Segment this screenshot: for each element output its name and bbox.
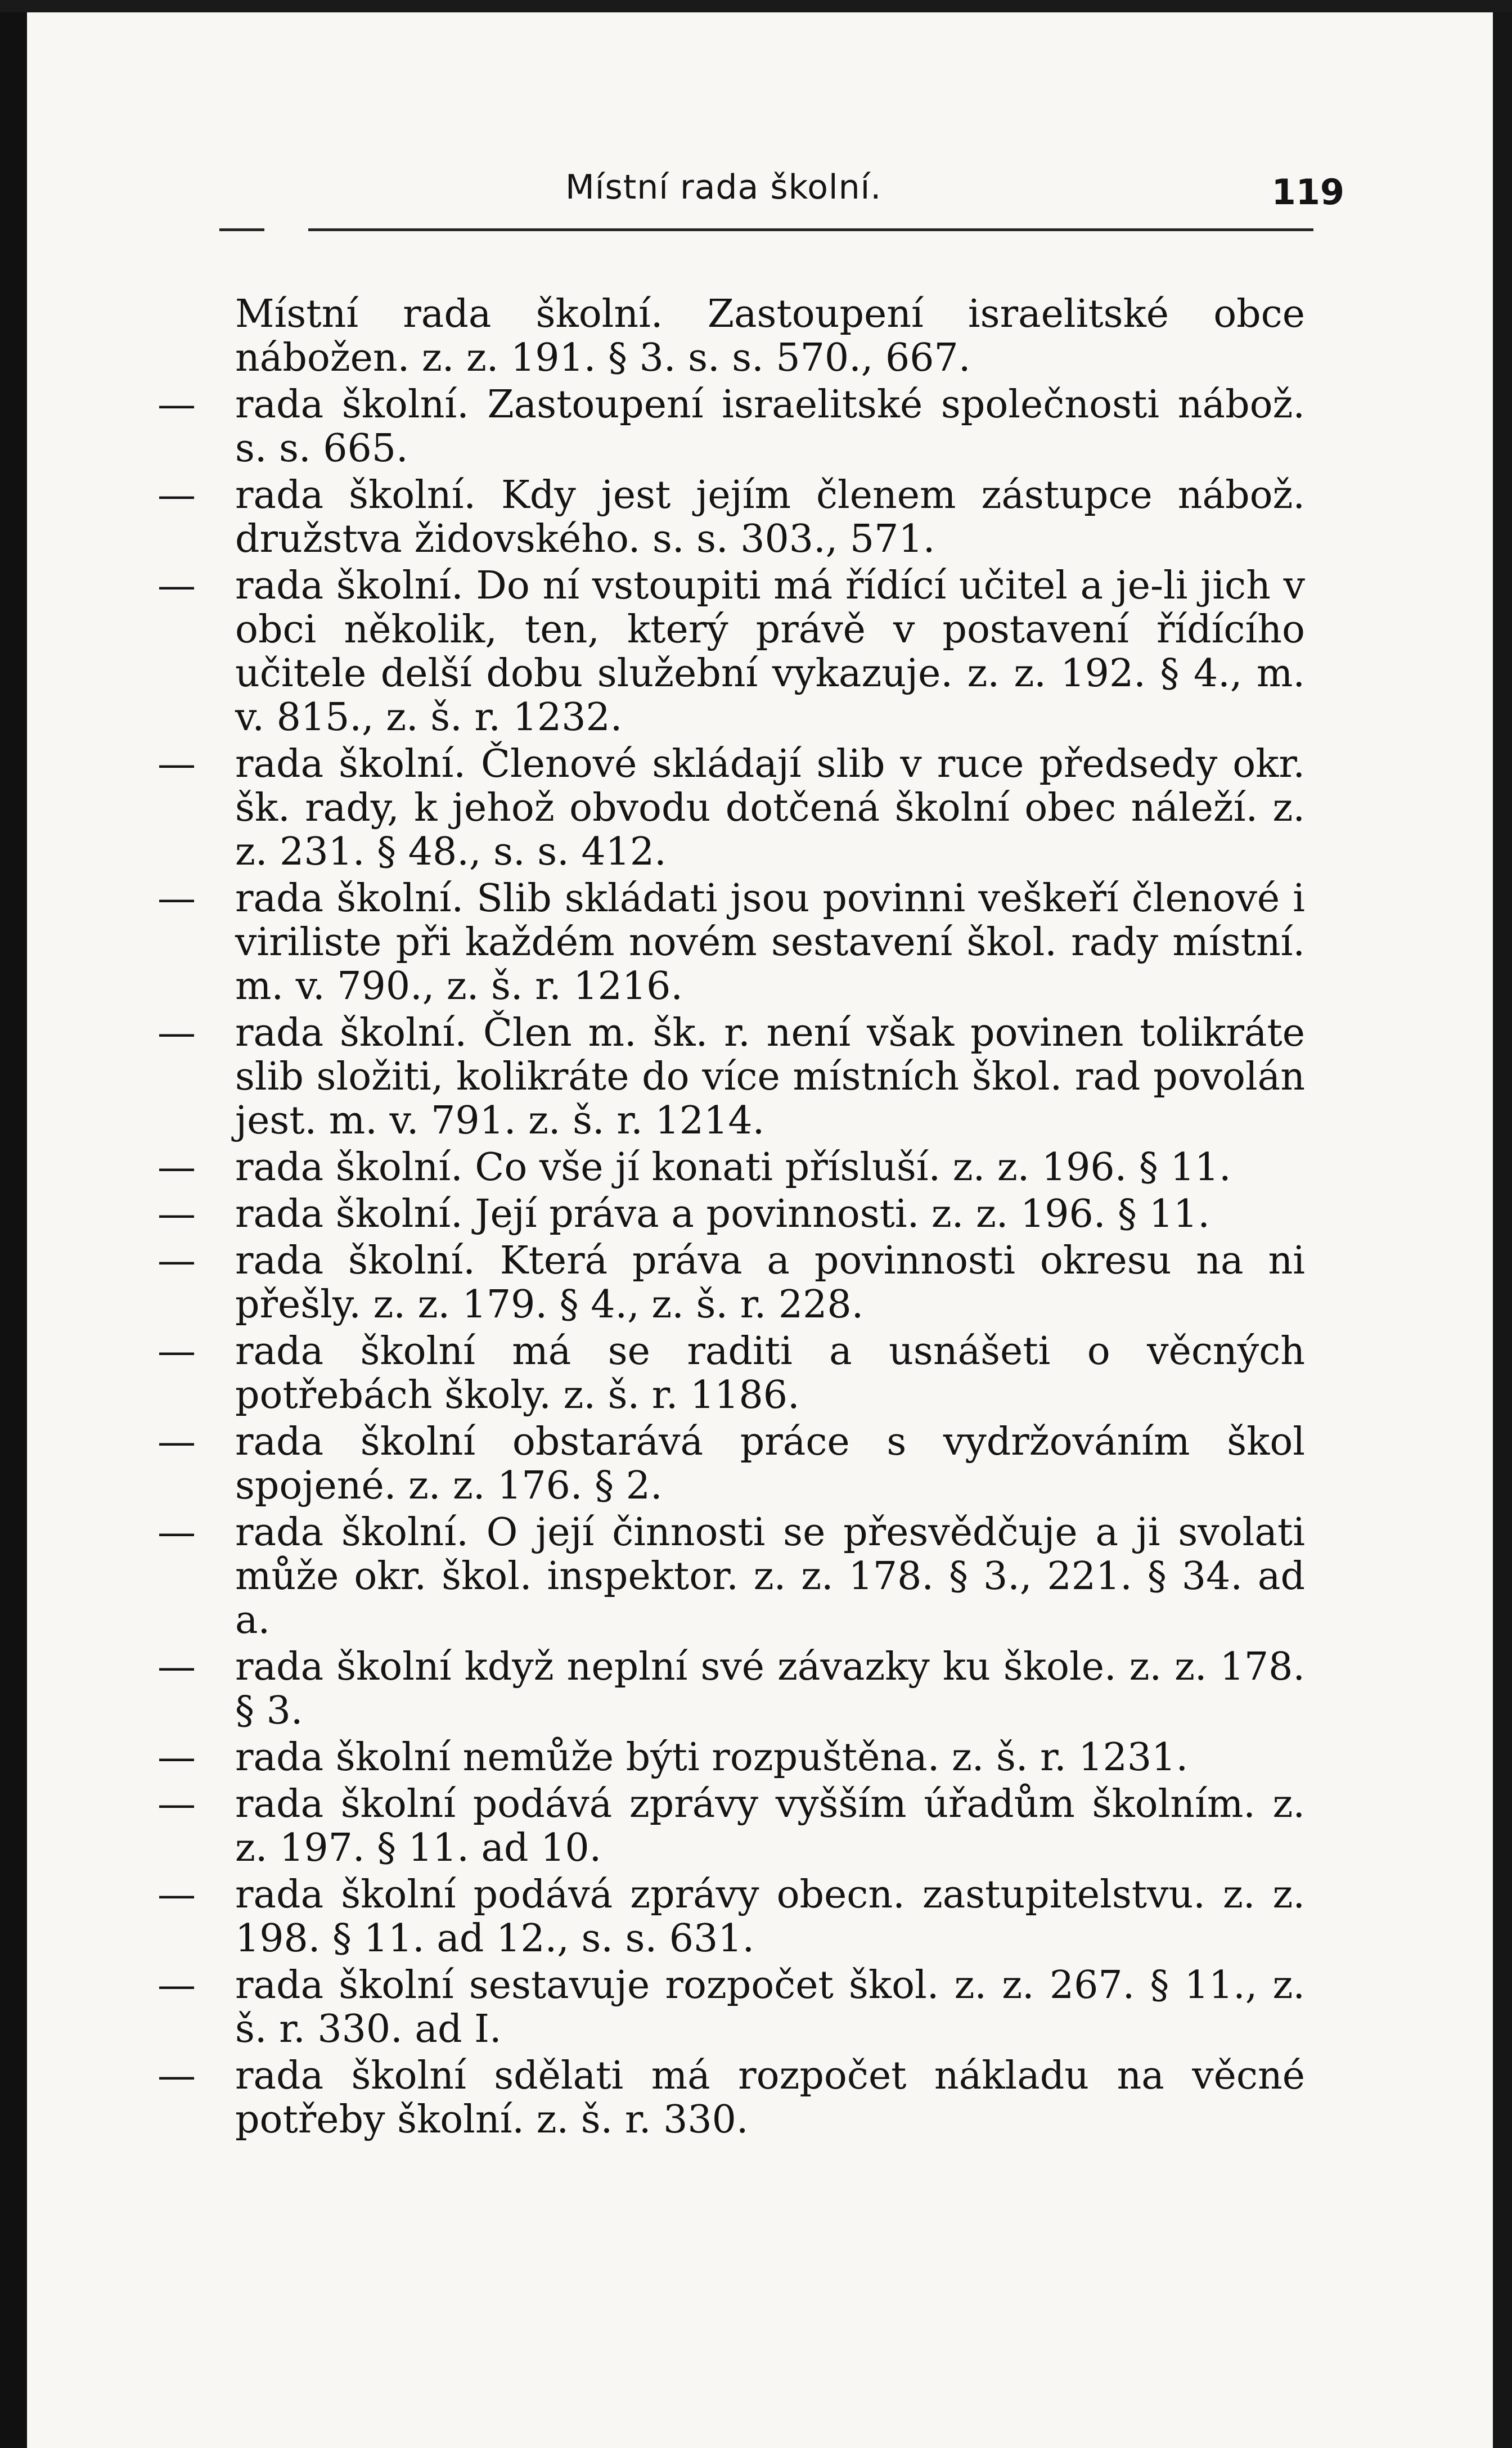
index-entry: [158, 1420, 1305, 1508]
entry-dash: —: [158, 1963, 196, 2008]
index-entry: [158, 742, 1305, 874]
entry-text: rada školní. Slib skládati jsou povinni veškeří členové i viriliste při každém novém sestavení škol. rady místní. m. v. 790., z. š. r. 1216.: [235, 876, 1305, 1009]
entry-text: rada školní. Člen m. šk. r. není však povinen tolikráte slib složiti, kolikráte do více místních škol. rad povolán jest. m. v. 791. z. š. r. 1214.: [235, 1011, 1305, 1143]
index-entry: [158, 1645, 1305, 1733]
header-rule: [219, 228, 1313, 231]
entry-text: rada školní. Zastoupení israelitské společnosti nábož. s. s. 665.: [235, 382, 1305, 471]
entry-dash: —: [158, 742, 196, 786]
entry-text: rada školní podává zprávy vyšším úřadům školním. z. z. 197. § 11. ad 10.: [235, 1782, 1305, 1870]
index-entry: [158, 1511, 1305, 1642]
index-entry: [158, 292, 1305, 380]
index-entries: [158, 292, 1305, 2145]
scan-border-left: [0, 0, 27, 2448]
entry-dash: —: [158, 1011, 196, 1055]
entry-dash: —: [158, 1735, 196, 1780]
index-entry: [158, 2054, 1305, 2142]
entry-dash: —: [158, 1510, 196, 1555]
index-entry: [158, 1011, 1305, 1143]
entry-text: rada školní nemůže býti rozpuštěna. z. š. r. 1231.: [235, 1735, 1189, 1780]
index-entry: [158, 474, 1305, 561]
header-rule-gap: [264, 225, 308, 233]
entry-dash: —: [158, 1873, 196, 1917]
running-title: Místní rada školní.: [565, 168, 882, 207]
index-entry: [158, 564, 1305, 740]
index-entry: [158, 1964, 1305, 2051]
entry-text: rada školní. Kdy jest jejím členem zástupce nábož. družstva židovského. s. s. 303., 571.: [235, 473, 1305, 561]
entry-dash: —: [158, 564, 196, 608]
entry-text: rada školní když neplní své závazky ku škole. z. z. 178. § 3.: [235, 1645, 1305, 1733]
entry-dash: —: [158, 1420, 196, 1464]
scan-border-top: [0, 0, 1512, 12]
entry-dash: —: [158, 1192, 196, 1236]
entry-text: Místní rada školní. Zastoupení israelitské obce nábožen. z. z. 191. § 3. s. s. 570., 667.: [235, 292, 1305, 380]
entry-text: rada školní obstarává práce s vydržováním škol spojené. z. z. 176. § 2.: [235, 1420, 1305, 1508]
index-entry: [158, 1330, 1305, 1418]
index-entry: [158, 877, 1305, 1009]
entry-dash: —: [158, 1645, 196, 1689]
scan-border-right: [1493, 0, 1512, 2448]
entry-text: rada školní. O její činnosti se přesvědčuje a ji svolati může okr. škol. inspektor. z. z. 178. § 3., 221. § 34. ad a.: [235, 1510, 1305, 1642]
entry-dash: —: [158, 1329, 196, 1374]
entry-text: rada školní. Do ní vstoupiti má řídící učitel a je-li jich v obci několik, ten, který právě v postavení řídícího učitele delší dobu služební vykazuje. z. z. 192. § 4., m. v. 815., z. š. r. 1232.: [235, 564, 1305, 740]
entry-text: rada školní. Její práva a povinnosti. z. z. 196. § 11.: [235, 1192, 1210, 1236]
index-entry: [158, 1873, 1305, 1961]
page-number: 119: [1271, 172, 1344, 213]
entry-text: rada školní sdělati má rozpočet nákladu na věcné potřeby školní. z. š. r. 330.: [235, 2054, 1305, 2142]
index-entry: [158, 1146, 1305, 1190]
index-entry: [158, 1239, 1305, 1327]
entry-dash: —: [158, 382, 196, 427]
entry-dash: —: [158, 2054, 196, 2098]
entry-dash: —: [158, 876, 196, 921]
entry-text: rada školní. Členové skládají slib v ruce předsedy okr. šk. rady, k jehož obvodu dotčená školní obec náleží. z. z. 231. § 48., s. s. 412.: [235, 742, 1305, 874]
index-entry: [158, 1192, 1305, 1236]
entry-text: rada školní podává zprávy obecn. zastupitelstvu. z. z. 198. § 11. ad 12., s. s. 631.: [235, 1873, 1305, 1961]
entry-dash: —: [158, 1239, 196, 1283]
index-entry: [158, 1736, 1305, 1780]
entry-text: rada školní sestavuje rozpočet škol. z. z. 267. § 11., z. š. r. 330. ad I.: [235, 1963, 1305, 2051]
entry-dash: —: [158, 1782, 196, 1826]
entry-text: rada školní má se raditi a usnášeti o věcných potřebách školy. z. š. r. 1186.: [235, 1329, 1305, 1418]
entry-text: rada školní. Která práva a povinnosti okresu na ni přešly. z. z. 179. § 4., z. š. r. 228.: [235, 1239, 1305, 1327]
index-entry: [158, 383, 1305, 471]
entry-dash: —: [158, 1145, 196, 1190]
index-entry: [158, 1783, 1305, 1870]
entry-dash: —: [158, 473, 196, 518]
entry-text: rada školní. Co vše jí konati přísluší. z. z. 196. § 11.: [235, 1145, 1231, 1190]
